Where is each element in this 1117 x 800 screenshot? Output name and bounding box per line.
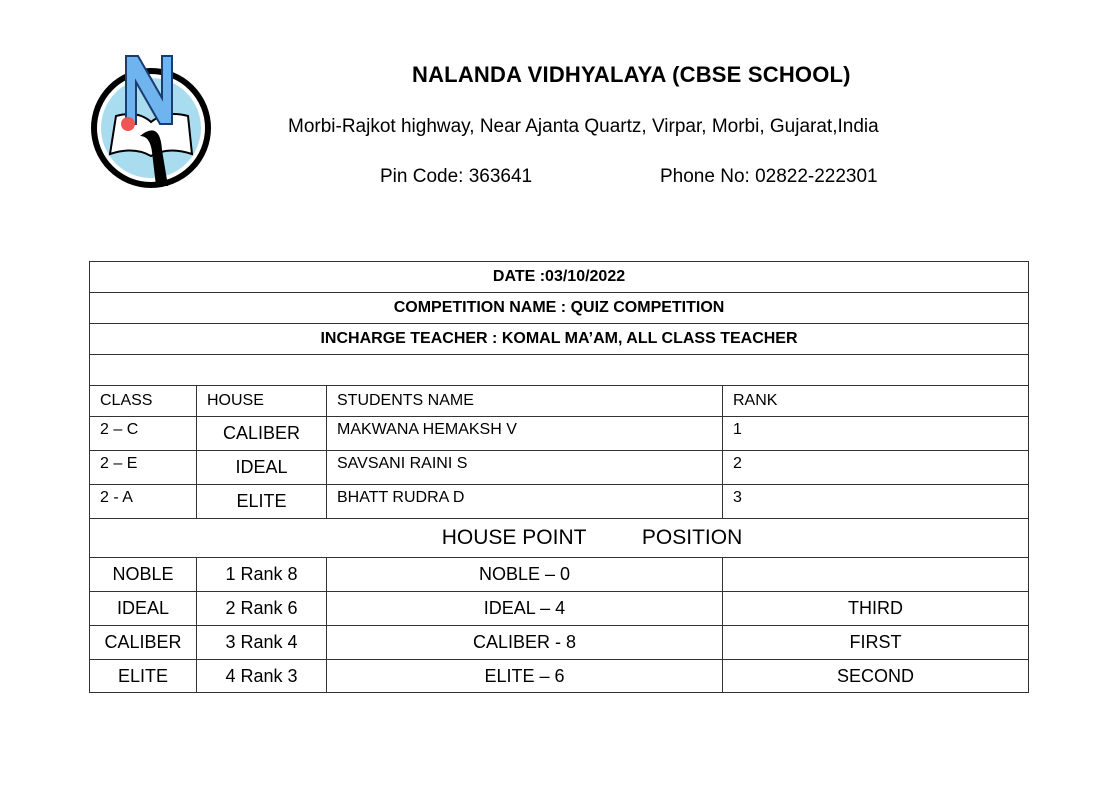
points-cell: CALIBER - 8 [327, 626, 723, 660]
rank-count-cell: 4 Rank 3 [197, 660, 327, 693]
date: DATE :03/10/2022 [90, 262, 1029, 293]
points-cell: IDEAL – 4 [327, 592, 723, 626]
position-cell: SECOND [723, 660, 1029, 693]
student-name-cell: MAKWANA HEMAKSH V [327, 417, 723, 451]
column-header: STUDENTS NAME [327, 386, 723, 417]
student-name-cell: SAVSANI RAINI S [327, 451, 723, 485]
pin-code: Pin Code: 363641 [380, 166, 533, 187]
school-address: Morbi-Rajkot highway, Near Ajanta Quartz, Virpar, Morbi, Gujarat,India [288, 116, 879, 137]
house-cell: CALIBER [90, 626, 197, 660]
column-header: RANK [723, 386, 1029, 417]
house-cell: ELITE [90, 660, 197, 693]
class-cell: 2 – C [90, 417, 197, 451]
house-point-row [90, 558, 1029, 592]
incharge-teacher: INCHARGE TEACHER : KOMAL MA’AM, ALL CLASS TEACHER [90, 324, 1029, 355]
position-cell [723, 558, 1029, 592]
rank-cell: 3 [723, 485, 1029, 519]
house-point-row [90, 660, 1029, 693]
position-cell: THIRD [723, 592, 1029, 626]
house-cell: CALIBER [197, 417, 327, 451]
house-cell: IDEAL [90, 592, 197, 626]
rank-count-cell: 1 Rank 8 [197, 558, 327, 592]
results-table [89, 261, 1029, 693]
rank-cell: 2 [723, 451, 1029, 485]
house-point-row [90, 592, 1029, 626]
table-row [90, 417, 1029, 451]
house-point-row [90, 626, 1029, 660]
table-row [90, 485, 1029, 519]
school-name: NALANDA VIDHYALAYA (CBSE SCHOOL) [412, 62, 851, 87]
rank-count-cell: 3 Rank 4 [197, 626, 327, 660]
position-heading: POSITION [641, 526, 743, 549]
phone-number: Phone No: 02822-222301 [660, 166, 878, 187]
column-header: HOUSE [197, 386, 327, 417]
house-point-heading: HOUSE POINT [441, 526, 587, 549]
blank-row [90, 355, 1029, 386]
points-cell: ELITE – 6 [327, 660, 723, 693]
house-cell: NOBLE [90, 558, 197, 592]
competition-name: COMPETITION NAME : QUIZ COMPETITION [90, 293, 1029, 324]
table-row [90, 451, 1029, 485]
rank-count-cell: 2 Rank 6 [197, 592, 327, 626]
school-logo [88, 52, 218, 192]
class-cell: 2 – E [90, 451, 197, 485]
rank-cell: 1 [723, 417, 1029, 451]
column-header: CLASS [90, 386, 197, 417]
house-cell: IDEAL [197, 451, 327, 485]
house-point-heading-row [90, 519, 1029, 558]
student-name-cell: BHATT RUDRA D [327, 485, 723, 519]
class-cell: 2 - A [90, 485, 197, 519]
position-cell: FIRST [723, 626, 1029, 660]
points-cell: NOBLE – 0 [327, 558, 723, 592]
house-cell: ELITE [197, 485, 327, 519]
column-header-row [90, 386, 1029, 417]
